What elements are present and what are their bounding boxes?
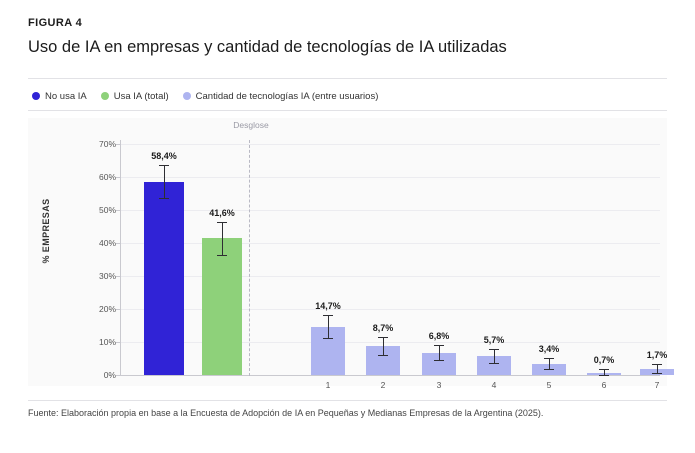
error-bar-cap [652,373,662,374]
error-bar-cap [159,165,169,166]
legend-item-usa-ia [101,91,169,102]
legend-swatch-icon [183,92,191,100]
error-bar-cap [489,363,499,364]
x-axis-tick-label: 1 [325,380,331,390]
divider-footer [28,400,667,401]
error-bar-cap [323,315,333,316]
bar-value-label: 1,7% [646,350,668,361]
chart-legend [32,86,378,106]
error-bar-cap [599,369,609,370]
bar-value-label: 3,4% [538,343,560,354]
x-axis-tick-label: 3 [436,380,442,390]
bar [202,238,242,375]
plot-background [28,118,667,386]
error-bar [494,349,495,363]
error-bar-cap [544,369,554,370]
legend-swatch-icon [32,92,40,100]
gridline [121,177,660,178]
error-bar [439,345,440,360]
legend-item-no-usa-ia [32,91,87,102]
bar-value-label: 58,4% [151,151,177,162]
x-axis-tick-label: 5 [546,380,552,390]
error-bar [657,364,658,373]
panel-divider-label: Desglose [233,120,269,130]
bar-value-label: 14,7% [315,300,341,311]
x-axis-tick-label: 2 [380,380,386,390]
gridline [121,144,660,145]
bar-value-label: 41,6% [209,207,235,218]
x-axis-tick-label: 4 [491,380,497,390]
y-axis-title: % EMPRESAS [41,198,51,264]
source-note: Fuente: Elaboración propia en base a la Encuesta de Adopción de IA en Pequeñas y Medianas Empresas de la Argentina (2025). [28,408,544,418]
error-bar-cap [434,345,444,346]
error-bar [549,358,550,369]
divider-below-legend [28,110,667,111]
error-bar [164,165,165,198]
y-axis-tick-label: 30% [98,271,116,281]
error-bar-cap [378,337,388,338]
bar-value-label: 6,8% [428,330,450,341]
error-bar-cap [544,358,554,359]
bar-value-label: 5,7% [483,334,505,345]
error-bar-cap [434,360,444,361]
legend-label: Usa IA (total) [113,90,169,102]
bar-value-label: 0,7% [593,355,615,366]
error-bar [328,315,329,338]
error-bar-cap [323,338,333,339]
figure-label: FIGURA 4 [28,17,83,29]
panel-divider-line [249,140,250,376]
legend-swatch-icon [101,92,109,100]
error-bar-cap [378,355,388,356]
error-bar-cap [217,222,227,223]
error-bar-cap [652,364,662,365]
chart-plot-area [28,118,668,390]
legend-label: Cantidad de tecnologías IA (entre usuarios) [195,90,379,102]
y-axis-tick-label: 70% [98,139,116,149]
y-axis-tick-label: 10% [98,337,116,347]
error-bar-cap [217,255,227,256]
y-axis-tick-label: 50% [98,205,116,215]
y-axis-tick-label: 0% [103,370,116,380]
x-axis-line [120,375,660,376]
x-axis-tick-label: 6 [601,380,607,390]
bar [144,182,184,375]
bar-value-label: 8,7% [372,323,394,334]
page-title: Uso de IA en empresas y cantidad de tecnologías de IA utilizadas [28,38,507,56]
y-axis-tick-label: 60% [98,172,116,182]
legend-item-cantidad-tecnologias [183,91,379,102]
error-bar-cap [159,198,169,199]
legend-label: No usa IA [45,90,87,102]
error-bar-cap [599,375,609,376]
error-bar [222,222,223,255]
y-axis-tick-label: 20% [98,304,116,314]
x-axis-tick-label: 7 [654,380,660,390]
y-axis-line [120,140,121,376]
error-bar [383,337,384,354]
gridline [121,210,660,211]
error-bar-cap [489,349,499,350]
divider-top [28,78,667,79]
y-axis-tick-label: 40% [98,238,116,248]
